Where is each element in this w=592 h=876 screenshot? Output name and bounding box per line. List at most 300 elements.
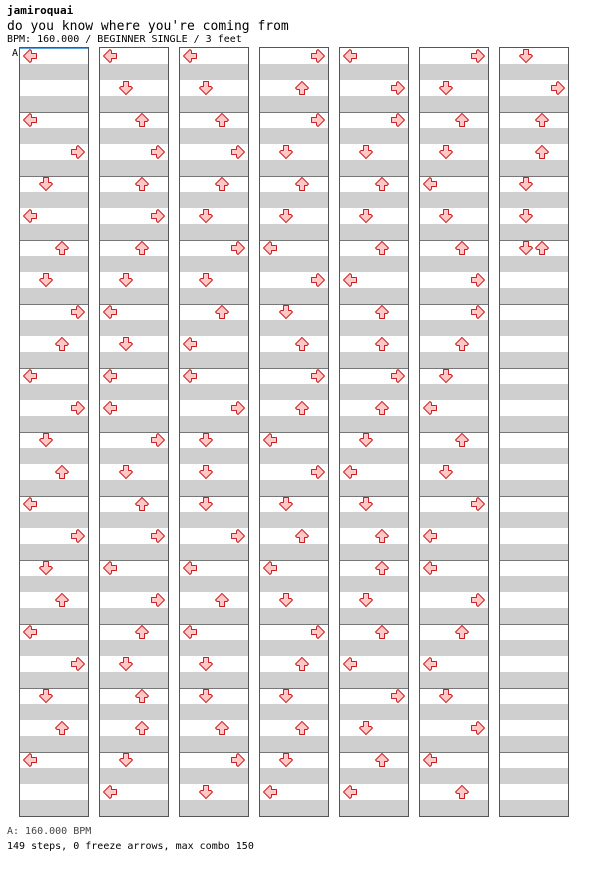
measure-line [20,432,88,433]
beat-stripe [100,288,168,304]
beat-stripe [420,512,488,528]
beat-stripe [260,96,328,112]
beat-stripe [420,672,488,688]
beat-stripe [100,512,168,528]
beat-stripe [20,704,88,720]
arrow-right-icon [310,48,326,64]
beat-stripe [500,256,568,272]
beat-stripe [340,256,408,272]
beat-stripe [260,160,328,176]
beat-stripe [20,160,88,176]
arrow-left-icon [182,624,198,640]
beat-stripe [260,128,328,144]
arrow-down-icon [278,752,294,768]
arrow-right-icon [470,720,486,736]
beat-stripe [340,736,408,752]
measure-line [500,496,568,497]
arrow-up-icon [214,592,230,608]
arrow-left-icon [262,784,278,800]
arrow-left-icon [22,624,38,640]
arrow-left-icon [102,784,118,800]
arrow-left-icon [22,48,38,64]
arrow-up-icon [454,112,470,128]
arrow-left-icon [182,48,198,64]
beat-stripe [500,544,568,560]
beat-stripe [500,800,568,816]
beat-stripe [340,192,408,208]
beat-stripe [260,544,328,560]
beat-stripe [340,288,408,304]
beat-stripe [500,192,568,208]
beat-stripe [340,704,408,720]
beat-stripe [340,448,408,464]
arrow-up-icon [134,720,150,736]
beat-stripe [180,64,248,80]
beat-stripe [20,192,88,208]
arrow-right-icon [470,592,486,608]
beat-stripe [420,448,488,464]
arrow-down-icon [358,144,374,160]
arrow-right-icon [70,528,86,544]
arrow-left-icon [422,528,438,544]
arrow-left-icon [22,496,38,512]
arrow-down-icon [278,208,294,224]
arrow-right-icon [470,496,486,512]
arrow-up-icon [214,112,230,128]
beat-stripe [20,576,88,592]
arrow-left-icon [342,48,358,64]
measure-line [500,560,568,561]
song-title: do you know where you're coming from [7,19,289,34]
beat-stripe [260,480,328,496]
beat-stripe [180,416,248,432]
arrow-left-icon [342,784,358,800]
arrow-left-icon [422,752,438,768]
beat-stripe [420,544,488,560]
beat-stripe [180,224,248,240]
beat-stripe [340,64,408,80]
beat-stripe [100,608,168,624]
beat-stripe [100,416,168,432]
beat-stripe [420,704,488,720]
arrow-right-icon [390,112,406,128]
arrow-down-icon [358,592,374,608]
arrow-down-icon [118,80,134,96]
beat-stripe [500,704,568,720]
beat-stripe [420,160,488,176]
measure-line [180,432,248,433]
measure-line [180,688,248,689]
arrow-down-icon [198,784,214,800]
arrow-down-icon [518,176,534,192]
beat-stripe [340,768,408,784]
beat-stripe [100,800,168,816]
beat-stripe [260,320,328,336]
beat-stripe [420,64,488,80]
beat-stripe [500,608,568,624]
arrow-up-icon [54,336,70,352]
beat-stripe [20,672,88,688]
beat-stripe [20,608,88,624]
arrow-up-icon [454,240,470,256]
arrow-right-icon [310,272,326,288]
arrow-left-icon [262,560,278,576]
arrow-left-icon [102,560,118,576]
beat-stripe [180,800,248,816]
beat-stripe [340,640,408,656]
beat-stripe [180,608,248,624]
beat-stripe [500,768,568,784]
beat-stripe [180,480,248,496]
beat-stripe [500,448,568,464]
beat-stripe [420,288,488,304]
arrow-right-icon [470,272,486,288]
measure-line [500,176,568,177]
measure-line [20,688,88,689]
arrow-up-icon [374,304,390,320]
arrow-right-icon [230,144,246,160]
beat-stripe [180,288,248,304]
measure-line [420,688,488,689]
beat-stripe [500,576,568,592]
arrow-down-icon [38,560,54,576]
beat-stripe [260,352,328,368]
beat-stripe [100,576,168,592]
beat-stripe [260,704,328,720]
arrow-right-icon [150,144,166,160]
beat-stripe [420,800,488,816]
arrow-left-icon [22,368,38,384]
beat-stripe [260,192,328,208]
beat-stripe [340,352,408,368]
arrow-down-icon [438,688,454,704]
beat-stripe [100,160,168,176]
arrow-up-icon [374,336,390,352]
arrow-up-icon [374,560,390,576]
arrow-down-icon [278,144,294,160]
arrow-up-icon [454,336,470,352]
arrow-right-icon [70,400,86,416]
bpm-change-line [20,48,88,49]
beat-stripe [420,224,488,240]
arrow-right-icon [390,688,406,704]
measure-line [340,496,408,497]
arrow-down-icon [278,304,294,320]
arrow-down-icon [118,752,134,768]
beat-stripe [180,128,248,144]
beat-stripe [20,544,88,560]
beat-stripe [500,672,568,688]
arrow-down-icon [118,464,134,480]
arrow-down-icon [38,272,54,288]
beat-stripe [420,608,488,624]
beat-stripe [340,800,408,816]
beat-stripe [500,64,568,80]
arrow-left-icon [422,560,438,576]
beat-stripe [420,416,488,432]
measure-line [500,624,568,625]
beat-stripe [100,480,168,496]
beat-stripe [340,544,408,560]
beat-stripe [180,192,248,208]
arrow-right-icon [150,592,166,608]
arrow-left-icon [422,656,438,672]
beat-stripe [500,384,568,400]
beat-stripe [500,320,568,336]
beat-stripe [340,416,408,432]
beat-stripe [420,352,488,368]
chart-column [260,48,328,816]
beat-stripe [340,320,408,336]
arrow-left-icon [22,112,38,128]
arrow-up-icon [134,112,150,128]
arrow-down-icon [198,272,214,288]
beat-stripe [420,96,488,112]
arrow-left-icon [422,400,438,416]
arrow-down-icon [518,208,534,224]
beat-stripe [20,224,88,240]
arrow-left-icon [422,176,438,192]
arrow-up-icon [534,112,550,128]
measure-line [500,304,568,305]
measure-line [20,560,88,561]
arrow-up-icon [294,336,310,352]
arrow-up-icon [134,688,150,704]
beat-stripe [180,512,248,528]
beat-stripe [260,736,328,752]
measure-line [500,368,568,369]
arrow-up-icon [374,624,390,640]
arrow-right-icon [230,400,246,416]
beat-stripe [20,128,88,144]
arrow-up-icon [454,432,470,448]
beat-stripe [20,768,88,784]
arrow-up-icon [294,400,310,416]
arrow-right-icon [150,208,166,224]
beat-stripe [500,128,568,144]
arrow-right-icon [550,80,566,96]
arrow-up-icon [214,720,230,736]
arrow-down-icon [518,240,534,256]
beat-stripe [100,704,168,720]
arrow-up-icon [294,176,310,192]
artist-name: jamiroquai [7,4,74,17]
beat-stripe [20,448,88,464]
beat-stripe [260,672,328,688]
arrow-down-icon [118,656,134,672]
arrow-right-icon [150,432,166,448]
arrow-up-icon [294,80,310,96]
beat-stripe [180,704,248,720]
beat-stripe [260,384,328,400]
measure-line [500,752,568,753]
measure-line [260,304,328,305]
beat-stripe [340,224,408,240]
beat-stripe [340,384,408,400]
arrow-down-icon [38,176,54,192]
chart-column [420,48,488,816]
measure-line [420,368,488,369]
beat-stripe [260,224,328,240]
beat-stripe [20,640,88,656]
measure-line [260,688,328,689]
beat-stripe [340,672,408,688]
arrow-up-icon [374,528,390,544]
arrow-up-icon [294,656,310,672]
arrow-down-icon [358,208,374,224]
beat-stripe [180,672,248,688]
beat-stripe [340,608,408,624]
beat-stripe [260,608,328,624]
arrow-left-icon [182,560,198,576]
beat-stripe [340,128,408,144]
beat-stripe [500,640,568,656]
beat-stripe [180,544,248,560]
arrow-right-icon [70,144,86,160]
beat-stripe [20,800,88,816]
chart-column [500,48,568,816]
arrow-up-icon [454,624,470,640]
arrow-left-icon [342,464,358,480]
beat-stripe [20,384,88,400]
beat-stripe [180,576,248,592]
beat-stripe [100,352,168,368]
arrow-down-icon [198,496,214,512]
beat-stripe [420,192,488,208]
beat-stripe [20,352,88,368]
beat-stripe [340,160,408,176]
beat-stripe [20,416,88,432]
arrow-down-icon [198,432,214,448]
arrow-left-icon [182,368,198,384]
arrow-up-icon [134,496,150,512]
beat-stripe [100,192,168,208]
beat-stripe [180,768,248,784]
arrow-left-icon [342,656,358,672]
beat-stripe [20,64,88,80]
beat-stripe [20,512,88,528]
measure-line [500,688,568,689]
arrow-down-icon [198,656,214,672]
beat-stripe [420,736,488,752]
arrow-right-icon [150,528,166,544]
bpm-marker-label: A [12,48,19,59]
beat-stripe [260,288,328,304]
beat-stripe [260,416,328,432]
beat-stripe [100,768,168,784]
arrow-up-icon [374,176,390,192]
arrow-right-icon [310,368,326,384]
arrow-up-icon [534,240,550,256]
beat-stripe [100,256,168,272]
beat-stripe [100,224,168,240]
beat-stripe [500,480,568,496]
beat-stripe [260,64,328,80]
arrow-up-icon [294,720,310,736]
chart-column [100,48,168,816]
arrow-left-icon [102,304,118,320]
arrow-left-icon [262,432,278,448]
arrow-up-icon [134,176,150,192]
beat-stripe [260,640,328,656]
beat-stripe [500,736,568,752]
arrow-up-icon [214,304,230,320]
arrow-right-icon [230,528,246,544]
beat-stripe [260,512,328,528]
arrow-up-icon [54,720,70,736]
beat-stripe [180,160,248,176]
beat-stripe [180,96,248,112]
beat-stripe [180,256,248,272]
arrow-up-icon [54,592,70,608]
beat-stripe [420,480,488,496]
arrow-right-icon [310,624,326,640]
beat-stripe [340,96,408,112]
arrow-down-icon [438,208,454,224]
beat-stripe [500,224,568,240]
measure-line [500,432,568,433]
beat-stripe [420,128,488,144]
arrow-up-icon [294,528,310,544]
beat-stripe [100,640,168,656]
arrow-down-icon [38,688,54,704]
arrow-right-icon [470,48,486,64]
arrow-down-icon [278,592,294,608]
arrow-up-icon [454,784,470,800]
arrow-down-icon [38,432,54,448]
arrow-down-icon [438,368,454,384]
chart-column [340,48,408,816]
beat-stripe [420,576,488,592]
beat-stripe [20,320,88,336]
arrow-right-icon [310,464,326,480]
beat-stripe [20,480,88,496]
beat-stripe [260,448,328,464]
arrow-right-icon [390,368,406,384]
arrow-left-icon [22,208,38,224]
arrow-up-icon [374,240,390,256]
beat-stripe [340,480,408,496]
arrow-down-icon [198,80,214,96]
chart-info: BPM: 160.000 / BEGINNER SINGLE / 3 feet [7,34,242,45]
beat-stripe [100,672,168,688]
arrow-down-icon [278,688,294,704]
arrow-down-icon [438,80,454,96]
beat-stripe [340,512,408,528]
arrow-down-icon [358,720,374,736]
beat-stripe [500,160,568,176]
beat-stripe [500,416,568,432]
arrow-down-icon [198,208,214,224]
beat-stripe [180,384,248,400]
measure-line [180,496,248,497]
beat-stripe [100,320,168,336]
arrow-right-icon [310,112,326,128]
arrow-up-icon [134,240,150,256]
beat-stripe [260,800,328,816]
beat-stripe [420,384,488,400]
arrow-down-icon [358,496,374,512]
beat-stripe [180,352,248,368]
arrow-down-icon [118,336,134,352]
arrow-down-icon [198,688,214,704]
arrow-right-icon [70,656,86,672]
arrow-up-icon [134,624,150,640]
beat-stripe [20,288,88,304]
beat-stripe [420,256,488,272]
beat-stripe [180,448,248,464]
arrow-right-icon [390,80,406,96]
